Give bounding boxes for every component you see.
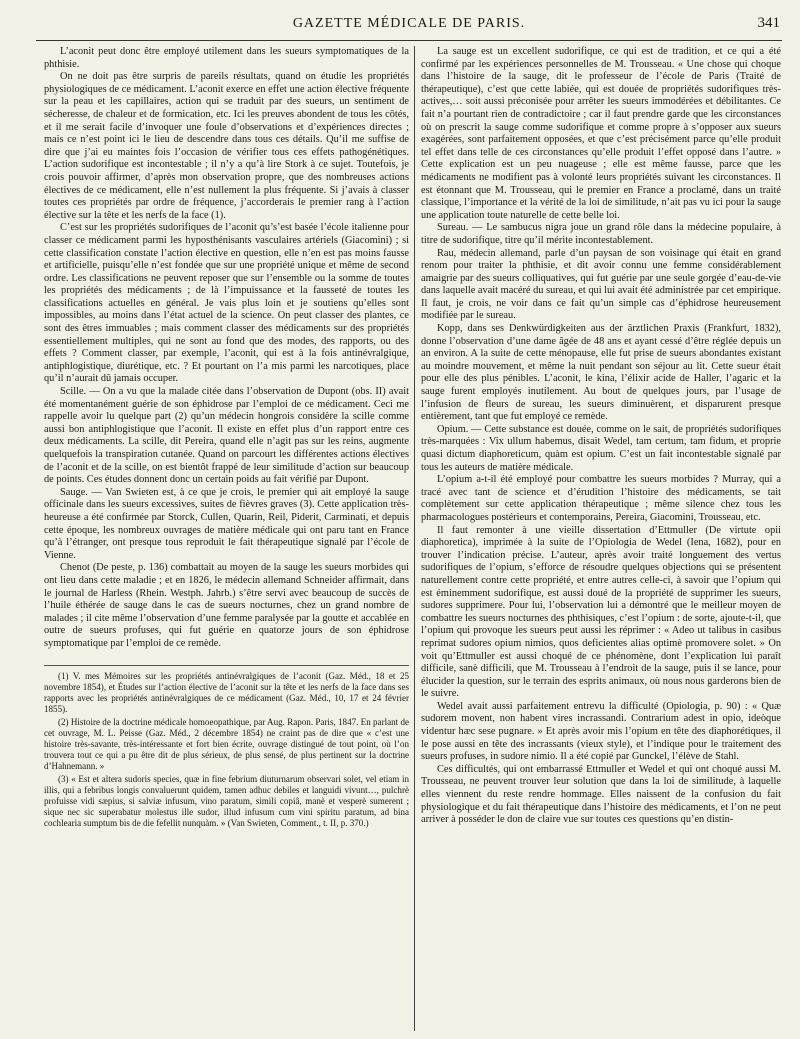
paragraph: On ne doit pas être surpris de pareils résultats, quand on étudie les propriétés physiologiques de ce médicament. L’aconit exerce en effet une action élective fréquente sur la peau et les capillaires, action qui se traduit par des sueurs, un sentiment de sécheresse, de chaleur et de formication, etc. Ici les preuves abondent de tous les côtés, et il me serait facile d’invoquer une foule d’observations et d’expériences directes ; mais ce n’est point ici le lieu de descendre dans tous ces détails. Qu’il me suffise de dire que j’ai eu maintes fois l’occasion de vérifier tous ces effets pathogénétiques. L’action sudorifique est incontestable ; il n’y a qu’à lire Stork à ce sujet. Toutefois, je crois pouvoir affirmer, d’après mon observation propre, que des nombreuses actions électives de ce médicament, elle n’est nullement la plus fréquente. Si j’avais à classer toutes ces propriétés par ordre de fréquence, j’accorderais le premier rang à l’action élective sur la tête et les nerfs de la face (1). xyxy=(44,71,409,221)
paragraph: Sauge. — Van Swieten est, à ce que je crois, le premier qui ait employé la sauge officinale dans les sueurs excessives, suites de fièvres graves (3). Cette application très-heureuse a été confirmée par Storck, Cullen, Quarin, Reil, Piderit, Carminati, et depuis cette époque, les nombreux ouvrages de matière médicale qui ont paru tant en France qu’à l’étranger, ont presque tous reproduit le fait thérapeutique signalé par l’école de Vienne. xyxy=(44,486,409,561)
paragraph: Il faut remonter à une vieille dissertation d’Ettmuller (De virtute opii diaphoretica), imprimée à la suite de l’Opiologia de Wedel (Iena, 1682), pour en trouver l’indication précise. L’auteur, après avoir traité longuement des vertus sudorifiques de l’opium, s’efforce de résoudre quelques objections qui se présentent naturellement contre cette propriété, et entre autres celle-ci, à savoir que l’opium qui est éminemment sudorifique, est aussi doué de la propriété de supprimer les sueurs, sudores supprimere. Pour lui, l’observation lui a démontré que le meilleur moyen de combattre les sueurs nocturnes des phthisiques, c’est l’opium : de sorte, ajoute-t-il, que l’opium qui provoque les sueurs peut aussi les réprimer : « Adeo ut talibus in casibus reprimat sudores opium nimios, quos deficientes alias optimè promovere solet. » On voit qu’Ettmuller est aussi choqué de ce phénomène, dont l’explication lui paraît difficile, sanè difficili, que M. Trousseau à l’endroit de la sauge, puis il se lance, pour élucider la question, sur le terrain des esprits animaux, où nous nous garderons bien de le suivre. xyxy=(421,524,781,700)
paragraph: Rau, médecin allemand, parle d’un paysan de son voisinage qui était en grand renom pour traiter la phthisie, et dit avoir connu une femme considérablement amaigrie par des sueurs colliquatives, qui fut guérie par une seule gorgée d’eau-de-vie dans laquelle avait macéré du sureau, et qui lui avait été administrée par cet empirique. Il faut, je crois, ne voir dans ce fait qu’un simple cas d’éphidrose heureusement modifiée par le sureau. xyxy=(421,247,781,322)
column-divider xyxy=(414,46,415,1031)
paragraph: L’aconit peut donc être employé utilement dans les sueurs symptomatiques de la phthisie. xyxy=(44,46,409,70)
paragraph: C’est sur les propriétés sudorifiques de l’aconit qu’s’est basée l’école italienne pour classer ce médicament parmi les hyposthénisants vasculaires artériels (Giacomini) ; si cette classification constate l’action élective en question, elle n’en est pas moins fausse et artificielle, puisqu’elle n’est fondée que sur une propriété unique et même de second ordre. Les classifications ne peuvent reposer que sur l’ensemble ou la somme de toutes les propriétés des médicaments ; de là l’impuissance et la fausseté de toutes les classifications actuelles en général. Je vais plus loin et je soutiens qu’elles sont impossibles, au moins dans l’état actuel de la science. On peut classer des plantes, ce sont des êtres immuables ; mais comment classer des médicaments sur des propriétés essentiellement multiples, qui ne sont au fond que des modes, des rapports, ou des effets ? Comment classer, par exemple, l’aconit, qui est à la fois antinévralgique, antiphlogistique, diurétique, etc. ? Et pourtant on l’a mis parmi les narcotiques, place qu’il n’aurait dû jamais occuper. xyxy=(44,222,409,385)
paragraph: L’opium a-t-il été employé pour combattre les sueurs morbides ? Murray, qui a tracé avec tant de science et d’érudition l’histoire des médicaments, se tait complètement sur cette application thérapeutique ; même silence chez tous les pharmacologues postérieurs et contemporains, Pereira, Giacomini, Trousseau, etc. xyxy=(421,474,781,523)
right-column xyxy=(421,46,781,1035)
page-number: 341 xyxy=(757,15,780,31)
paragraph: Ces difficultés, qui ont embarrassé Ettmuller et Wedel et qui ont choqué aussi M. Trousseau, ne peuvent trouver leur solution que dans la loi de similitude, à laquelle elles viennent du reste rendre hommage. Elles naissent de la confusion du fait physiologique et du fait thérapeutique dans l’histoire des médicaments, et l’on ne peut arriver à posséder le don de claire vue sur toutes ces questions qu’en distin- xyxy=(421,763,781,826)
paragraph: Sureau. — Le sambucus nigra joue un grand rôle dans la médecine populaire, à titre de sudorifique, titre qu’il mérite incontestablement. xyxy=(421,222,781,246)
left-column xyxy=(44,46,409,1035)
footnote: (2) Histoire de la doctrine médicale homoeopathique, par Aug. Rapon. Paris, 1847. En parlant de cet ouvrage, M. L. Peisse (Gaz. Méd., 2 décembre 1854) ne craint pas de dire que « c’est une histoire très-savante, très-intéressante et fort bien écrite, ouvrage distingué de tout point, où l’on trouvera tout ce qui a pu être dit de plus sérieux, de plus sensé, de plus pertinent sur la doctrine d’Hahnemann. » xyxy=(44,716,409,771)
running-title: GAZETTE MÉDICALE DE PARIS. xyxy=(292,16,526,31)
paragraph: La sauge est un excellent sudorifique, ce qui est de tradition, et ce qui a été confirmé par les expériences personnelles de M. Trousseau. « Une chose qui choque dans l’histoire de la sauge, dit le professeur de l’école de Paris (Traité de thérapeutique), c’est que cette labiée, qui est douée de propriétés sudorifiques très-actives,… soit aussi préconisée pour arrêter les sueurs immodérées et débilitantes. Ce fait n’a pourtant rien de contradictoire ; car il faut prendre garde que les circonstances où on prescrit la sauge comme sudorifique et comme propre à s’opposer aux sueurs exagérées, sont parfaitement opposées, et que c’est précisément parce qu’elle produit tel effet dans telle de ces circonstances qu’elle produit l’effet opposé dans l’autre. » Cette explication est un peu nuageuse ; elle est même fausse, parce que les médicaments ne modifient pas à volonté leurs propriétés suivant les circonstances. Il est étonnant que M. Trousseau, qui le premier en France a proclamé, dans un traité classique, l’importance et la vérité de la loi de similitude, n’ait pas vu ici pour la sauge une application toute naturelle de cette belle loi. xyxy=(421,46,781,221)
paragraph: Opium. — Cette substance est douée, comme on le sait, de propriétés sudorifiques très-marquées : Vix ullum habemus, disait Wedel, tam certum, tam fidum, et proprie quasi dictum diaphoreticum, quàm est opium. C’est un fait incontestable signalé par tous les auteurs de matière médicale. xyxy=(421,423,781,473)
paragraph: Wedel avait aussi parfaitement entrevu la difficulté (Opiologia, p. 90) : « Quæ sudorem movent, non habent vires incrassandi. Contrarium adest in opio, ideòque videntur hæc sese pugnare. » Et après avoir mis l’opium en tête des diaphorétiques, il le pose aussi en tête des incrassants (vieux style), et l’indique pour le traitement des sueurs profuses, in sudore nimio. Il a été copié par Gunckel, l’élève de Stahl. xyxy=(421,700,781,763)
footnote: (3) « Est et altera sudoris species, quæ in fine febrium diuturnarum observari solet, vel etiam in illis, qui a febribus longis convaluerunt quidem, tamen adhuc debiles et languidi vivunt…, pulchrè profuisse vidi sæpius, si salviæ infusum, vino paratum, simili copiâ, manè et vesperè sumerent ; sique nec sic superabatur molestus ille sudor, illud infusum cum vini spiritu paratum, ad bina cochlearia sumptum bis de die fefellit nunquàm. » (Van Swieten, Comment., t. II, p. 370.) xyxy=(44,773,409,828)
footnotes xyxy=(44,665,409,829)
paragraph: Kopp, dans ses Denkwürdigkeiten aus der ärztlichen Praxis (Frankfurt, 1832), donne l’observation d’une dame âgée de 48 ans et ayant cessé d’être réglée depuis un an environ. A la suite de cette ménopause, elle fut prise de sueurs abondantes existant au moindre mouvement, et même la nuit pendant son séjour au lit. Cette sueur était pour elle des plus pénibles. L’aconit, le kina, l’élixir acide de Haller, l’agaric et la sauge furent employés inutilement. Au bout de quelques jours, par l’usage de l’infusion de fleurs de sureau, les sueurs diminuèrent, et disparurent presque entièrement, tant que fut employé ce remède. xyxy=(421,323,781,423)
paragraph: Chenot (De peste, p. 136) combattait au moyen de la sauge les sueurs morbides qui ont lieu dans cette maladie ; et en 1826, le médecin allemand Schneider affirmait, dans le journal de Harless (Rhein. Westph. Jahrb.) s’être servi avec beaucoup de succès de l’huile éthérée de sauge dans le cas de sueurs nocturnes, chez un grand nombre de malades ; il cite même l’observation d’une femme paralysée par la goutte et accablée en outre de sueurs profuses, qui fut guérie en quatorze jours de son éphidrose symptomatique par l’emploi de ce remède. xyxy=(44,562,409,649)
page-header xyxy=(36,14,782,41)
footnote: (1) V. mes Mémoires sur les propriétés antinévralgiques de l’aconit (Gaz. Méd., 18 et 25 novembre 1854), et Études sur l’action élective de l’aconit sur la tête et les nerfs de la face dans ses rapports avec les propriétés antinévralgiques de ce médicament (Gaz. Méd., 10, 17 et 24 février 1855). xyxy=(44,670,409,714)
paragraph: Scille. — On a vu que la malade citée dans l’observation de Dupont (obs. II) avait été momentanément guérie de son éphidrose par l’emploi de ce médicament. Ceci me rappelle avoir lu quelque part (2) qu’un médecin hongrois considère la scille comme aussi bon antiphlogistique que l’aconit. Il existe en effet plus d’un rapport entre ces deux médicaments. La scille, dit Pereira, quand elle n’agit pas sur les reins, augmente quelquefois la transpiration cutanée. Quand on parcourt les différentes actions électives de l’aconit et de la scille, on est bientôt frappé de leur similitude d’action sur beaucoup de points. Ces études donnent donc un certain poids au fait vérifié par Dupont. xyxy=(44,386,409,486)
